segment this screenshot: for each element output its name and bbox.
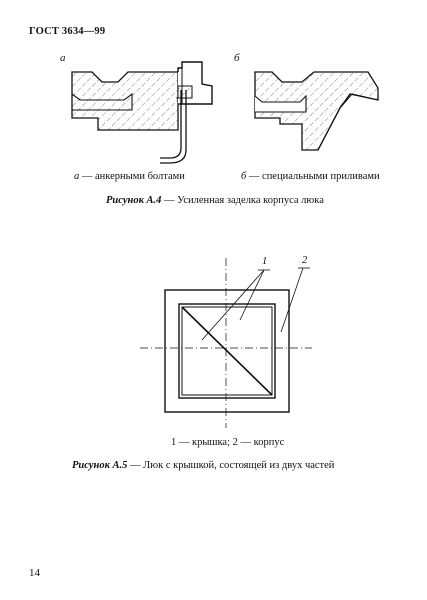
figure-a4-panel-a-drawing bbox=[72, 62, 212, 163]
figure-a4-label: Рисунок А.4 bbox=[106, 195, 162, 206]
panel-a-caption-text: — анкерными болтами bbox=[79, 171, 185, 182]
panel-b-caption bbox=[241, 171, 380, 182]
figure-a5-caption-text: — Люк с крышкой, состоящей из двух частей bbox=[127, 460, 335, 471]
document-header: ГОСТ 3634—99 bbox=[29, 26, 106, 37]
panel-b-caption-text: — специальными приливами bbox=[246, 171, 380, 182]
panel-b-letter: б bbox=[234, 52, 240, 64]
figure-a5-caption bbox=[72, 460, 334, 471]
figure-a4-caption bbox=[106, 195, 324, 206]
panel-b-caption-letter: б bbox=[241, 171, 247, 182]
panel-a-caption bbox=[74, 171, 185, 182]
figure-a5-drawing bbox=[140, 258, 312, 428]
callout-2: 2 bbox=[302, 255, 308, 266]
figure-a5-legend: 1 — крышка; 2 — корпус bbox=[171, 437, 285, 448]
callout-1: 1 bbox=[262, 256, 268, 267]
figure-a4-panel-b-drawing bbox=[255, 72, 378, 150]
page-number: 14 bbox=[29, 567, 40, 579]
figure-a5-label: Рисунок А.5 bbox=[72, 460, 128, 471]
figure-a4-caption-text: — Усиленная заделка корпуса люка bbox=[161, 195, 324, 206]
panel-a-caption-letter: а bbox=[74, 171, 80, 182]
panel-a-letter: а bbox=[60, 52, 66, 64]
